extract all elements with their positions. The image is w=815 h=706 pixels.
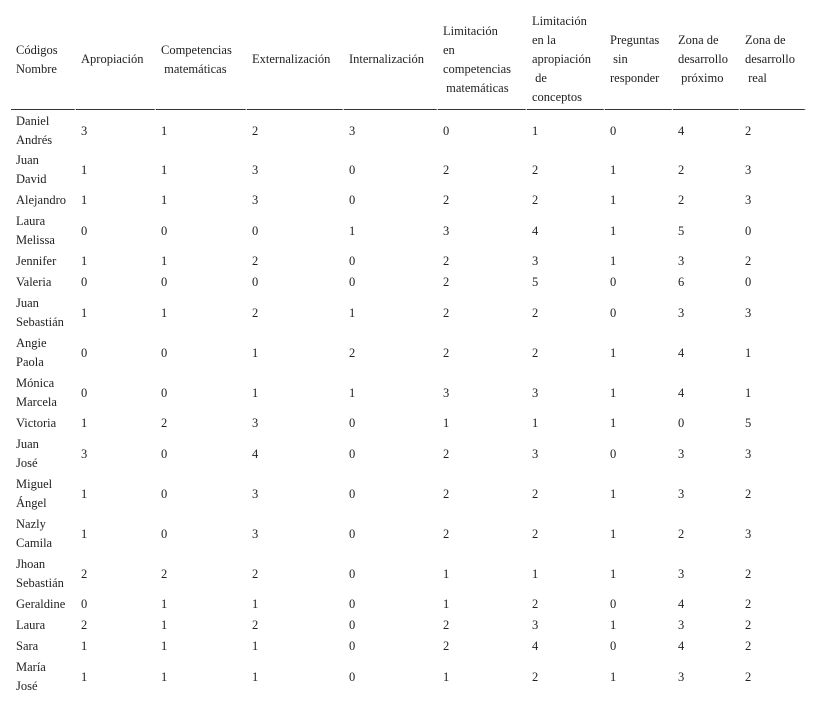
count-cell: 5: [532, 275, 539, 289]
count-cell: 1: [81, 193, 88, 207]
count-cell: 0: [745, 275, 752, 289]
count-cell: 3: [678, 669, 685, 684]
count-cell: 0: [252, 223, 259, 238]
codes-table: [11, 10, 806, 697]
count-cell: 2: [532, 486, 539, 501]
count-cell: 2: [443, 526, 450, 541]
count-cell: 2: [678, 162, 685, 177]
column-header: Zona de desarrollo real: [740, 10, 806, 110]
count-cell: 4: [678, 345, 685, 360]
student-name-cell: Juan Sebastián: [16, 296, 64, 329]
count-cell: 0: [610, 275, 617, 289]
count-cell: 4: [532, 223, 539, 238]
count-cell: 1: [161, 254, 168, 268]
count-cell: 3: [678, 305, 685, 320]
count-cell: 2: [252, 254, 259, 268]
count-cell: 0: [81, 345, 88, 360]
count-cell: 1: [443, 566, 450, 581]
student-name-cell: Sara: [16, 639, 39, 653]
count-cell: 2: [252, 305, 259, 320]
count-cell: 0: [678, 416, 685, 430]
count-cell: 2: [443, 639, 450, 653]
count-cell: 2: [532, 162, 539, 177]
count-cell: 0: [161, 345, 168, 360]
count-cell: 3: [532, 618, 539, 632]
count-cell: 2: [678, 526, 685, 541]
student-name-cell: Valeria: [16, 275, 52, 289]
count-cell: 1: [610, 223, 617, 238]
count-cell: 2: [745, 618, 752, 632]
count-cell: 3: [443, 223, 450, 238]
count-cell: 2: [252, 618, 259, 632]
count-cell: 3: [678, 566, 685, 581]
count-cell: 2: [745, 566, 752, 581]
count-cell: 2: [532, 345, 539, 360]
student-name-cell: Victoria: [16, 416, 57, 430]
count-cell: 0: [610, 446, 617, 461]
count-cell: 1: [745, 345, 752, 360]
count-cell: 1: [252, 639, 259, 653]
count-cell: 0: [610, 123, 617, 138]
count-cell: 2: [161, 566, 168, 581]
count-cell: 0: [161, 223, 168, 238]
count-cell: 0: [349, 275, 356, 289]
column-header: Competencias matemáticas: [156, 10, 247, 110]
count-cell: 0: [610, 639, 617, 653]
count-cell: 1: [252, 669, 259, 684]
table-row: [11, 434, 806, 474]
count-cell: 1: [610, 162, 617, 177]
count-cell: 1: [532, 123, 539, 138]
count-cell: 1: [81, 254, 88, 268]
student-name-cell: Alejandro: [16, 193, 66, 207]
count-cell: 3: [678, 446, 685, 461]
count-cell: 2: [443, 254, 450, 268]
count-cell: 5: [678, 223, 685, 238]
table-row: [11, 293, 806, 333]
header-row: [11, 10, 806, 110]
student-name-cell: Angie Paola: [16, 336, 47, 369]
table-row: [11, 211, 806, 251]
count-cell: 1: [81, 162, 88, 177]
count-cell: 3: [252, 526, 259, 541]
count-cell: 0: [161, 446, 168, 461]
table-row: [11, 615, 806, 636]
count-cell: 2: [443, 305, 450, 320]
count-cell: 2: [532, 669, 539, 684]
table-row: [11, 594, 806, 615]
count-cell: 0: [349, 416, 356, 430]
count-cell: 2: [745, 123, 752, 138]
count-cell: 3: [532, 385, 539, 400]
count-cell: 0: [349, 193, 356, 207]
count-cell: 0: [349, 639, 356, 653]
table-row: [11, 474, 806, 514]
count-cell: 2: [252, 123, 259, 138]
count-cell: 0: [349, 618, 356, 632]
column-header: Zona de desarrollo próximo: [673, 10, 740, 110]
count-cell: 4: [678, 385, 685, 400]
count-cell: 0: [349, 669, 356, 684]
count-cell: 0: [349, 526, 356, 541]
student-name-cell: María José: [16, 660, 46, 693]
table-row: [11, 251, 806, 272]
count-cell: 3: [252, 416, 259, 430]
count-cell: 3: [252, 486, 259, 501]
count-cell: 4: [252, 446, 259, 461]
count-cell: 3: [349, 123, 356, 138]
count-cell: 2: [81, 618, 88, 632]
count-cell: 1: [610, 193, 617, 207]
count-cell: 0: [349, 566, 356, 581]
count-cell: 2: [532, 526, 539, 541]
count-cell: 3: [252, 193, 259, 207]
count-cell: 1: [610, 618, 617, 632]
count-cell: 4: [532, 639, 539, 653]
count-cell: 0: [81, 223, 88, 238]
count-cell: 0: [81, 597, 88, 611]
count-cell: 3: [745, 193, 752, 207]
count-cell: 1: [349, 223, 356, 238]
count-cell: 1: [81, 305, 88, 320]
count-cell: 1: [161, 123, 168, 138]
count-cell: 1: [745, 385, 752, 400]
column-header: Limitación en la apropiación de conceptos: [527, 10, 605, 110]
count-cell: 1: [252, 345, 259, 360]
count-cell: 1: [610, 416, 617, 430]
count-cell: 2: [745, 639, 752, 653]
count-cell: 4: [678, 597, 685, 611]
column-header: Preguntas sin responder: [605, 10, 673, 110]
count-cell: 1: [161, 597, 168, 611]
column-header: Internalización: [344, 10, 438, 110]
count-cell: 0: [349, 597, 356, 611]
count-cell: 2: [443, 486, 450, 501]
count-cell: 2: [81, 566, 88, 581]
count-cell: 1: [443, 416, 450, 430]
count-cell: 3: [81, 446, 88, 461]
count-cell: 2: [745, 597, 752, 611]
count-cell: 1: [81, 486, 88, 501]
table-row: [11, 554, 806, 594]
table-row: [11, 657, 806, 697]
count-cell: 0: [161, 385, 168, 400]
count-cell: 3: [745, 526, 752, 541]
count-cell: 2: [443, 275, 450, 289]
count-cell: 2: [252, 566, 259, 581]
count-cell: 1: [610, 526, 617, 541]
student-name-cell: Juan José: [16, 437, 39, 470]
student-name-cell: Jhoan Sebastián: [16, 557, 64, 590]
count-cell: 1: [252, 385, 259, 400]
table-row: [11, 333, 806, 373]
student-name-cell: Geraldine: [16, 597, 66, 611]
count-cell: 0: [745, 223, 752, 238]
count-cell: 0: [161, 275, 168, 289]
student-name-cell: Jennifer: [16, 254, 57, 268]
count-cell: 1: [161, 193, 168, 207]
count-cell: 3: [81, 123, 88, 138]
count-cell: 3: [745, 162, 752, 177]
student-name-cell: Mónica Marcela: [16, 376, 57, 409]
count-cell: 1: [252, 597, 259, 611]
count-cell: 4: [678, 639, 685, 653]
count-cell: 1: [610, 669, 617, 684]
count-cell: 1: [349, 305, 356, 320]
count-cell: 1: [532, 416, 539, 430]
count-cell: 2: [532, 193, 539, 207]
student-name-cell: Miguel Ángel: [16, 477, 53, 510]
count-cell: 0: [349, 162, 356, 177]
count-cell: 1: [443, 669, 450, 684]
count-cell: 1: [610, 345, 617, 360]
student-name-cell: Laura: [16, 618, 46, 632]
count-cell: 3: [745, 305, 752, 320]
count-cell: 1: [532, 566, 539, 581]
count-cell: 3: [532, 446, 539, 461]
count-cell: 3: [532, 254, 539, 268]
count-cell: 1: [161, 305, 168, 320]
count-cell: 1: [349, 385, 356, 400]
count-cell: 1: [81, 669, 88, 684]
count-cell: 4: [678, 123, 685, 138]
table-row: [11, 190, 806, 211]
count-cell: 3: [678, 618, 685, 632]
student-name-cell: Laura Melissa: [16, 214, 55, 247]
count-cell: 2: [443, 193, 450, 207]
count-cell: 2: [532, 597, 539, 611]
count-cell: 1: [610, 486, 617, 501]
count-cell: 2: [443, 446, 450, 461]
table-row: [11, 636, 806, 657]
count-cell: 2: [443, 345, 450, 360]
count-cell: 5: [745, 416, 752, 430]
count-cell: 1: [161, 639, 168, 653]
count-cell: 2: [349, 345, 356, 360]
count-cell: 2: [532, 305, 539, 320]
count-cell: 2: [443, 162, 450, 177]
count-cell: 1: [610, 385, 617, 400]
count-cell: 1: [161, 669, 168, 684]
count-cell: 1: [81, 526, 88, 541]
count-cell: 1: [161, 162, 168, 177]
count-cell: 3: [252, 162, 259, 177]
table-row: [11, 272, 806, 293]
count-cell: 1: [81, 639, 88, 653]
count-cell: 0: [349, 254, 356, 268]
count-cell: 0: [252, 275, 259, 289]
count-cell: 0: [161, 526, 168, 541]
count-cell: 2: [161, 416, 168, 430]
column-header: Limitación en competencias matemáticas: [438, 10, 527, 110]
count-cell: 0: [81, 275, 88, 289]
column-header: Códigos Nombre: [11, 10, 76, 110]
count-cell: 3: [443, 385, 450, 400]
table-row: [11, 110, 806, 150]
table-row: [11, 373, 806, 413]
count-cell: 1: [81, 416, 88, 430]
count-cell: 1: [610, 566, 617, 581]
count-cell: 1: [443, 597, 450, 611]
count-cell: 1: [161, 618, 168, 632]
count-cell: 2: [745, 254, 752, 268]
count-cell: 0: [161, 486, 168, 501]
student-name-cell: Daniel Andrés: [16, 114, 53, 147]
count-cell: 3: [678, 254, 685, 268]
count-cell: 6: [678, 275, 685, 289]
column-header: Externalización: [247, 10, 344, 110]
table-row: [11, 514, 806, 554]
count-cell: 3: [678, 486, 685, 501]
count-cell: 2: [745, 486, 752, 501]
table-row: [11, 150, 806, 190]
count-cell: 0: [349, 486, 356, 501]
count-cell: 2: [443, 618, 450, 632]
count-cell: 0: [610, 305, 617, 320]
student-name-cell: Nazly Camila: [16, 517, 53, 550]
count-cell: 3: [745, 446, 752, 461]
table-row: [11, 413, 806, 434]
count-cell: 0: [443, 123, 450, 138]
count-cell: 2: [745, 669, 752, 684]
count-cell: 1: [610, 254, 617, 268]
count-cell: 0: [81, 385, 88, 400]
column-header: Apropiación: [76, 10, 156, 110]
count-cell: 2: [678, 193, 685, 207]
student-name-cell: Juan David: [16, 153, 47, 186]
count-cell: 0: [349, 446, 356, 461]
count-cell: 0: [610, 597, 617, 611]
